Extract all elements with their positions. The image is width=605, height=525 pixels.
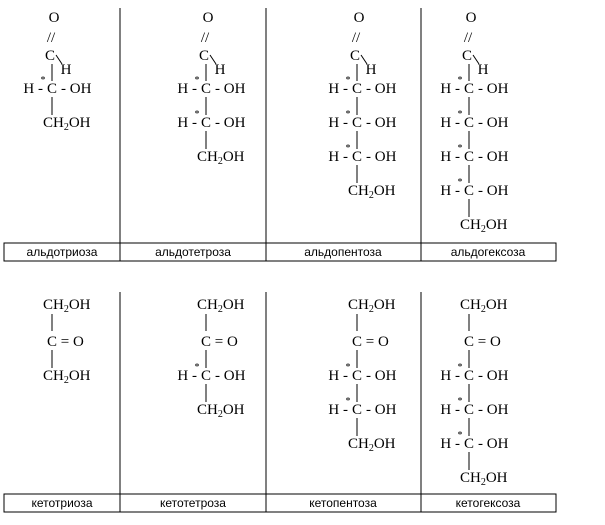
aldehyde-hydrogen: H: [365, 62, 377, 78]
hydrogen-substituent: H -: [440, 115, 460, 131]
chiral-marker: *: [345, 362, 351, 373]
chiral-marker: *: [345, 75, 351, 86]
hydroxyl-substituent: - OH: [366, 81, 397, 97]
keto-group: C = O: [352, 334, 389, 350]
hydrogen-substituent: H -: [328, 115, 348, 131]
chiral-marker: *: [345, 143, 351, 154]
ch2oh-group: $CH_2OH$: [348, 297, 396, 315]
carbonyl-oxygen: O: [48, 10, 60, 26]
ketose-structure-3: [328, 297, 396, 454]
keto-group: C = O: [47, 334, 84, 350]
hydrogen-substituent: H -: [177, 115, 197, 131]
aldehyde-carbon: C: [349, 48, 361, 64]
aldehyde-carbon: C: [461, 48, 473, 64]
ch2oh-group: $CH_2OH$: [43, 115, 91, 133]
hydroxyl-substituent: - OH: [366, 115, 397, 131]
chiral-carbon: C: [200, 115, 212, 131]
hydrogen-substituent: H -: [328, 81, 348, 97]
chiral-marker: *: [194, 75, 200, 86]
ch2oh-group: $CH_2OH$: [348, 183, 396, 201]
hydroxyl-substituent: - OH: [366, 402, 397, 418]
chiral-marker: *: [345, 396, 351, 407]
chiral-marker: *: [194, 109, 200, 120]
chiral-carbon: C: [463, 368, 475, 384]
aldehyde-carbon: C: [198, 48, 210, 64]
chiral-carbon: C: [351, 402, 363, 418]
carbonyl-oxygen: O: [202, 10, 214, 26]
hydrogen-substituent: H -: [440, 368, 460, 384]
ch2oh-group: $CH_2OH$: [197, 402, 245, 420]
hydrogen-substituent: H -: [440, 402, 460, 418]
chiral-carbon: C: [463, 81, 475, 97]
aldose-structure-2: [177, 10, 245, 167]
double-bond: //: [46, 30, 56, 46]
hydrogen-substituent: H -: [328, 402, 348, 418]
hydroxyl-substituent: - OH: [366, 149, 397, 165]
hydroxyl-substituent: - OH: [366, 368, 397, 384]
ch2oh-group: $CH_2OH$: [348, 436, 396, 454]
hydrogen-substituent: H -: [440, 149, 460, 165]
chiral-carbon: C: [351, 149, 363, 165]
hydroxyl-substituent: - OH: [478, 81, 509, 97]
label-aldopentose: альдопентоза: [304, 245, 382, 259]
chiral-carbon: C: [463, 436, 475, 452]
ketose-structure-4: [440, 297, 508, 488]
ch2oh-group: $CH_2OH$: [460, 217, 508, 235]
keto-group: C = O: [464, 334, 501, 350]
hydrogen-substituent: H -: [440, 183, 460, 199]
hydrogen-substituent: H -: [23, 81, 43, 97]
hydroxyl-substituent: - OH: [478, 183, 509, 199]
aldehyde-hydrogen: H: [477, 62, 489, 78]
chiral-carbon: C: [351, 115, 363, 131]
chiral-marker: *: [457, 362, 463, 373]
carbonyl-oxygen: O: [465, 10, 477, 26]
hydrogen-substituent: H -: [328, 368, 348, 384]
aldose-structure-3: [328, 10, 396, 201]
hydroxyl-substituent: - OH: [215, 81, 246, 97]
aldehyde-hydrogen: H: [60, 62, 72, 78]
aldose-structure-1: [23, 10, 91, 133]
label-ketopentose: кетопентоза: [309, 496, 377, 510]
hydrogen-substituent: H -: [177, 368, 197, 384]
hydrogen-substituent: H -: [440, 436, 460, 452]
label-aldotetrose: альдотетроза: [155, 245, 231, 259]
chiral-marker: *: [457, 177, 463, 188]
aldose-labels: [27, 245, 526, 259]
chiral-carbon: C: [463, 402, 475, 418]
label-ketohexose: кетогексоза: [455, 496, 521, 510]
aldehyde-hydrogen: H: [214, 62, 226, 78]
ketose-structure-1: [43, 297, 91, 386]
hydrogen-substituent: H -: [177, 81, 197, 97]
ch2oh-group: $CH_2OH$: [43, 297, 91, 315]
hydroxyl-substituent: - OH: [61, 81, 92, 97]
keto-group: C = O: [201, 334, 238, 350]
ch2oh-group: $CH_2OH$: [197, 297, 245, 315]
aldose-structure-4: [440, 10, 508, 235]
ch2oh-group: $CH_2OH$: [197, 149, 245, 167]
label-ketotriose: кетотриоза: [31, 496, 93, 510]
double-bond: //: [463, 30, 473, 46]
hydrogen-substituent: H -: [440, 81, 460, 97]
hydroxyl-substituent: - OH: [478, 402, 509, 418]
hydroxyl-substituent: - OH: [478, 436, 509, 452]
double-bond: //: [200, 30, 210, 46]
carbonyl-oxygen: O: [353, 10, 365, 26]
chiral-carbon: C: [351, 81, 363, 97]
chiral-carbon: C: [463, 115, 475, 131]
ch2oh-group: $CH_2OH$: [43, 368, 91, 386]
label-aldohexose: альдогексоза: [450, 245, 526, 259]
chiral-marker: *: [457, 430, 463, 441]
ch2oh-group: $CH_2OH$: [460, 297, 508, 315]
chiral-marker: *: [457, 143, 463, 154]
hydroxyl-substituent: - OH: [215, 368, 246, 384]
ketose-labels: [31, 496, 520, 510]
hydroxyl-substituent: - OH: [215, 115, 246, 131]
chiral-marker: *: [40, 75, 46, 86]
double-bond: //: [351, 30, 361, 46]
chiral-carbon: C: [463, 183, 475, 199]
ketose-structure-2: [177, 297, 245, 420]
chiral-marker: *: [457, 75, 463, 86]
ch2oh-group: $CH_2OH$: [460, 470, 508, 488]
label-ketotetrose: кетотетроза: [160, 496, 226, 510]
hydroxyl-substituent: - OH: [478, 149, 509, 165]
label-aldotriose: альдотриоза: [26, 245, 98, 259]
chiral-marker: *: [194, 362, 200, 373]
chiral-carbon: C: [46, 81, 58, 97]
chiral-carbon: C: [200, 368, 212, 384]
aldehyde-carbon: C: [44, 48, 56, 64]
chiral-marker: *: [457, 109, 463, 120]
hydroxyl-substituent: - OH: [478, 368, 509, 384]
chiral-marker: *: [345, 109, 351, 120]
chiral-carbon: C: [351, 368, 363, 384]
hydroxyl-substituent: - OH: [478, 115, 509, 131]
chiral-marker: *: [457, 396, 463, 407]
hydrogen-substituent: H -: [328, 149, 348, 165]
chiral-carbon: C: [200, 81, 212, 97]
chiral-carbon: C: [463, 149, 475, 165]
